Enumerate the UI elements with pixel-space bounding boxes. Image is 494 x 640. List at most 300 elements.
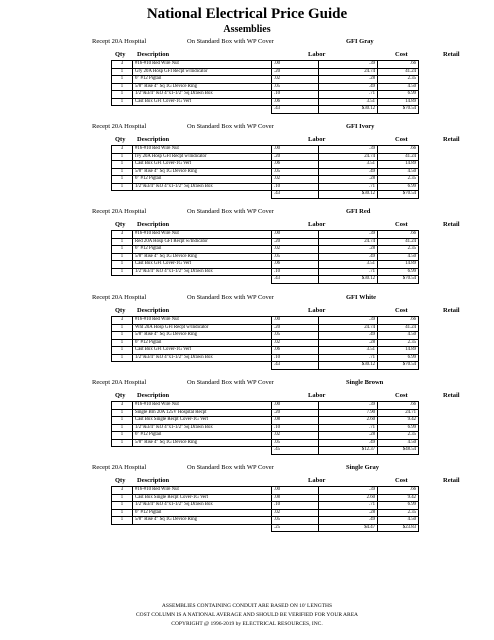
section-header	[0, 462, 494, 474]
retail-cell: .66	[378, 487, 419, 495]
labor-total: .43	[272, 362, 319, 370]
cost-cell: 3.51	[319, 98, 378, 106]
column-header-qty: Qty	[115, 392, 126, 399]
table-row	[112, 347, 419, 355]
labor-cell: .05	[272, 83, 319, 91]
table-row	[112, 402, 419, 410]
description-cell: 1/2"&3/4" KO 4"x1-1/2" Sq Drawn Box	[133, 424, 272, 432]
description-cell: 5/8" Rise 4" Sq 1G Device Ring	[133, 517, 272, 525]
qty-cell: 1	[112, 439, 133, 447]
labor-cell: .20	[272, 68, 319, 76]
footer-line-3: COPYRIGHT @ 1996-2019 by ELECTRICAL RESOURCES, INC.	[171, 621, 323, 627]
retail-cell: 6.99	[378, 268, 419, 276]
cost-cell: .49	[319, 332, 378, 340]
retail-cell: 14.89	[378, 161, 419, 169]
table-row	[112, 261, 419, 269]
column-header-cost: Cost	[395, 392, 408, 399]
cost-total: $12.37	[319, 447, 378, 455]
labor-cell: .10	[272, 502, 319, 510]
table-row	[112, 183, 419, 191]
totals-row	[112, 524, 419, 532]
qty-cell: 1	[112, 183, 133, 191]
table-row	[112, 176, 419, 184]
description-cell: Ivy 20A Hosp GFI Recpt w/Indicator	[133, 153, 272, 161]
column-header-row	[0, 474, 494, 486]
table-row	[112, 76, 419, 84]
labor-cell: .08	[272, 417, 319, 425]
section-header	[0, 292, 494, 304]
table-row	[112, 439, 419, 447]
description-cell: 5/8" Rise 4" Sq 1G Device Ring	[133, 439, 272, 447]
qty-cell: 1	[112, 268, 133, 276]
assembly-table	[111, 60, 419, 114]
blank-cell	[112, 447, 133, 455]
labor-cell: .05	[272, 168, 319, 176]
description-cell: 1/2"&3/4" KO 4"x1-1/2" Sq Drawn Box	[133, 91, 272, 99]
description-cell: 1/2"&3/4" KO 4"x1-1/2" Sq Drawn Box	[133, 502, 272, 510]
retail-cell: 2.35	[378, 339, 419, 347]
description-cell: Cast Box GFI Cover-1G Vert	[133, 98, 272, 106]
labor-cell: .08	[272, 494, 319, 502]
qty-cell: 3	[112, 231, 133, 239]
labor-cell: .02	[272, 76, 319, 84]
cost-cell: .71	[319, 354, 378, 362]
labor-cell: .00	[272, 146, 319, 154]
labor-cell: .00	[272, 61, 319, 69]
description-cell: Red 20A Hosp GFI Recpt w/Indicator	[133, 238, 272, 246]
column-header-description: Description	[137, 307, 170, 314]
retail-cell: .66	[378, 146, 419, 154]
labor-cell: .02	[272, 509, 319, 517]
section-header	[0, 377, 494, 389]
section-variant: Single Brown	[346, 379, 384, 386]
assembly-section	[0, 121, 494, 199]
blank-cell	[112, 362, 133, 370]
labor-cell: .06	[272, 347, 319, 355]
table-row	[112, 153, 419, 161]
description-cell: 6" #12 Pigtail	[133, 432, 272, 440]
retail-cell: 4.50	[378, 83, 419, 91]
qty-cell: 1	[112, 98, 133, 106]
table-row	[112, 324, 419, 332]
totals-row	[112, 447, 419, 455]
column-header-labor: Labor	[308, 51, 326, 58]
retail-cell: 4.50	[378, 168, 419, 176]
blank-cell	[112, 276, 133, 284]
retail-cell: 41.24	[378, 68, 419, 76]
labor-total: .43	[272, 276, 319, 284]
table-row	[112, 91, 419, 99]
cost-total: $30.12	[319, 191, 378, 199]
section-box: On Standard Box with WP Cover	[187, 464, 274, 471]
labor-cell: .05	[272, 332, 319, 340]
labor-cell: .10	[272, 354, 319, 362]
cost-cell: .49	[319, 253, 378, 261]
description-cell: 1/2"&3/4" KO 4"x1-1/2" Sq Drawn Box	[133, 268, 272, 276]
labor-cell: .05	[272, 439, 319, 447]
table-row	[112, 98, 419, 106]
description-cell: #16-#10 Red Wire Nut	[133, 402, 272, 410]
labor-cell: .06	[272, 98, 319, 106]
column-header-retail: Retail	[443, 136, 460, 143]
table-row	[112, 354, 419, 362]
cost-cell: 7.90	[319, 409, 378, 417]
column-header-qty: Qty	[115, 307, 126, 314]
qty-cell: 3	[112, 61, 133, 69]
column-header-retail: Retail	[443, 221, 460, 228]
assembly-table	[111, 401, 419, 455]
labor-total: .25	[272, 524, 319, 532]
cost-cell: .28	[319, 76, 378, 84]
retail-cell: 6.99	[378, 91, 419, 99]
description-cell: 6" #12 Pigtail	[133, 176, 272, 184]
cost-cell: .39	[319, 61, 378, 69]
section-variant: GFI Ivory	[346, 123, 375, 130]
qty-cell: 1	[112, 409, 133, 417]
labor-cell: .10	[272, 91, 319, 99]
column-header-cost: Cost	[395, 136, 408, 143]
qty-cell: 1	[112, 153, 133, 161]
column-header-row	[0, 389, 494, 401]
table-row	[112, 332, 419, 340]
section-header	[0, 36, 494, 48]
assembly-section	[0, 206, 494, 284]
description-cell: 6" #12 Pigtail	[133, 509, 272, 517]
section-variant: GFI White	[346, 294, 377, 301]
table-row	[112, 417, 419, 425]
qty-cell: 1	[112, 238, 133, 246]
table-row	[112, 146, 419, 154]
cost-cell: .28	[319, 176, 378, 184]
cost-cell: 3.51	[319, 261, 378, 269]
table-row	[112, 317, 419, 325]
labor-cell: .20	[272, 324, 319, 332]
column-header-row	[0, 304, 494, 316]
labor-cell: .00	[272, 317, 319, 325]
retail-cell: 24.71	[378, 409, 419, 417]
qty-cell: 1	[112, 83, 133, 91]
section-box: On Standard Box with WP Cover	[187, 208, 274, 215]
assembly-table	[111, 145, 419, 199]
column-header-row	[0, 218, 494, 230]
qty-cell: 1	[112, 68, 133, 76]
retail-total: $48.54	[378, 447, 419, 455]
labor-cell: .10	[272, 268, 319, 276]
retail-total: $23.83	[378, 524, 419, 532]
table-row	[112, 83, 419, 91]
blank-cell	[133, 447, 272, 455]
blank-cell	[133, 524, 272, 532]
column-header-row	[0, 48, 494, 60]
labor-cell: .00	[272, 487, 319, 495]
labor-cell: .02	[272, 176, 319, 184]
description-cell: 1/2"&3/4" KO 4"x1-1/2" Sq Drawn Box	[133, 354, 272, 362]
blank-cell	[133, 276, 272, 284]
labor-cell: .02	[272, 339, 319, 347]
qty-cell: 1	[112, 517, 133, 525]
cost-total: $30.12	[319, 362, 378, 370]
column-header-qty: Qty	[115, 477, 126, 484]
retail-cell: 6.99	[378, 424, 419, 432]
table-row	[112, 409, 419, 417]
qty-cell: 1	[112, 161, 133, 169]
retail-cell: 9.42	[378, 494, 419, 502]
retail-cell: 14.89	[378, 98, 419, 106]
assembly-table	[111, 230, 419, 284]
description-cell: Single Brn 20A 125V Hospital Recpt	[133, 409, 272, 417]
assembly-table	[111, 486, 419, 532]
column-header-row	[0, 133, 494, 145]
qty-cell: 1	[112, 168, 133, 176]
section-type: Recept 20A Hospital	[92, 38, 147, 45]
qty-cell: 1	[112, 176, 133, 184]
description-cell: #16-#10 Red Wire Nut	[133, 146, 272, 154]
retail-cell: 6.99	[378, 354, 419, 362]
table-row	[112, 432, 419, 440]
retail-cell: 41.24	[378, 324, 419, 332]
cost-cell: .49	[319, 168, 378, 176]
labor-cell: .20	[272, 409, 319, 417]
blank-cell	[112, 106, 133, 114]
retail-total: $70.54	[378, 362, 419, 370]
assembly-section	[0, 462, 494, 532]
table-row	[112, 61, 419, 69]
qty-cell: 1	[112, 324, 133, 332]
column-header-description: Description	[137, 221, 170, 228]
column-header-qty: Qty	[115, 51, 126, 58]
qty-cell: 1	[112, 332, 133, 340]
qty-cell: 1	[112, 91, 133, 99]
labor-cell: .05	[272, 517, 319, 525]
retail-cell: 41.24	[378, 153, 419, 161]
retail-cell: 14.89	[378, 261, 419, 269]
cost-cell: .39	[319, 402, 378, 410]
column-header-description: Description	[137, 136, 170, 143]
assembly-table	[111, 316, 419, 370]
qty-cell: 1	[112, 432, 133, 440]
table-row	[112, 161, 419, 169]
cost-total: $4.47	[319, 524, 378, 532]
labor-cell: .02	[272, 432, 319, 440]
labor-total: .43	[272, 191, 319, 199]
section-box: On Standard Box with WP Cover	[187, 38, 274, 45]
column-header-retail: Retail	[443, 307, 460, 314]
blank-cell	[133, 362, 272, 370]
table-row	[112, 268, 419, 276]
section-variant: GFI Red	[346, 208, 371, 215]
labor-cell: .10	[272, 424, 319, 432]
section-type: Recept 20A Hospital	[92, 464, 147, 471]
retail-cell: 4.50	[378, 517, 419, 525]
column-header-labor: Labor	[308, 477, 326, 484]
table-row	[112, 517, 419, 525]
retail-cell: 4.50	[378, 439, 419, 447]
cost-total: $30.12	[319, 106, 378, 114]
qty-cell: 1	[112, 339, 133, 347]
retail-cell: 6.99	[378, 183, 419, 191]
table-row	[112, 253, 419, 261]
column-header-labor: Labor	[308, 221, 326, 228]
cost-cell: .71	[319, 502, 378, 510]
cost-cell: 3.51	[319, 347, 378, 355]
retail-cell: 2.35	[378, 76, 419, 84]
section-type: Recept 20A Hospital	[92, 208, 147, 215]
description-cell: Cast Box Single Recpt Cover-1G Vert	[133, 494, 272, 502]
cost-cell: .71	[319, 424, 378, 432]
blank-cell	[133, 191, 272, 199]
retail-total: $70.54	[378, 191, 419, 199]
cost-cell: .28	[319, 246, 378, 254]
column-header-retail: Retail	[443, 392, 460, 399]
cost-cell: .71	[319, 183, 378, 191]
labor-cell: .20	[272, 153, 319, 161]
description-cell: 5/8" Rise 4" Sq 1G Device Ring	[133, 332, 272, 340]
retail-total: $70.54	[378, 276, 419, 284]
description-cell: 5/8" Rise 4" Sq 1G Device Ring	[133, 168, 272, 176]
section-type: Recept 20A Hospital	[92, 294, 147, 301]
footer-line-1: ASSEMBLIES CONTAINING CONDUIT ARE BASED ON 10' LENGTHS	[161, 603, 333, 609]
description-cell: 6" #12 Pigtail	[133, 339, 272, 347]
column-header-cost: Cost	[395, 221, 408, 228]
cost-cell: 24.74	[319, 324, 378, 332]
cost-cell: .49	[319, 83, 378, 91]
blank-cell	[133, 106, 272, 114]
description-cell: Cast Box GFI Cover-1G Vert	[133, 261, 272, 269]
section-header	[0, 121, 494, 133]
column-header-retail: Retail	[443, 51, 460, 58]
table-row	[112, 246, 419, 254]
cost-cell: 24.74	[319, 68, 378, 76]
qty-cell: 3	[112, 317, 133, 325]
cost-cell: .71	[319, 268, 378, 276]
labor-cell: .02	[272, 246, 319, 254]
retail-cell: .66	[378, 317, 419, 325]
column-header-qty: Qty	[115, 221, 126, 228]
retail-cell: 9.42	[378, 417, 419, 425]
table-row	[112, 231, 419, 239]
retail-cell: 41.24	[378, 238, 419, 246]
description-cell: #16-#10 Red Wire Nut	[133, 231, 272, 239]
section-header	[0, 206, 494, 218]
cost-cell: .28	[319, 509, 378, 517]
totals-row	[112, 191, 419, 199]
description-cell: Wht 20A Hosp GFI Recpt w/Indicator	[133, 324, 272, 332]
labor-cell: .10	[272, 183, 319, 191]
table-row	[112, 68, 419, 76]
table-row	[112, 339, 419, 347]
page-subtitle: Assemblies	[223, 24, 271, 35]
column-header-qty: Qty	[115, 136, 126, 143]
qty-cell: 3	[112, 146, 133, 154]
totals-row	[112, 362, 419, 370]
qty-cell: 1	[112, 253, 133, 261]
description-cell: 6" #12 Pigtail	[133, 246, 272, 254]
description-cell: 1/2"&3/4" KO 4"x1-1/2" Sq Drawn Box	[133, 183, 272, 191]
description-cell: Cast Box GFI Cover-1G Vert	[133, 161, 272, 169]
section-variant: GFI Gray	[346, 38, 374, 45]
retail-cell: 14.89	[378, 347, 419, 355]
table-row	[112, 424, 419, 432]
footer-line-2: COST COLUMN IS A NATIONAL AVERAGE AND SHOULD BE VERIFIED FOR YOUR AREA	[135, 612, 359, 618]
description-cell: #16-#10 Red Wire Nut	[133, 317, 272, 325]
qty-cell: 3	[112, 402, 133, 410]
labor-total: .45	[272, 447, 319, 455]
column-header-cost: Cost	[395, 477, 408, 484]
section-box: On Standard Box with WP Cover	[187, 379, 274, 386]
assembly-section	[0, 36, 494, 114]
labor-cell: .06	[272, 161, 319, 169]
description-cell: #16-#10 Red Wire Nut	[133, 487, 272, 495]
labor-cell: .05	[272, 253, 319, 261]
cost-cell: .39	[319, 317, 378, 325]
labor-cell: .06	[272, 261, 319, 269]
qty-cell: 1	[112, 502, 133, 510]
description-cell: Cast Box Single Recpt Cover-1G Vert	[133, 417, 272, 425]
column-header-description: Description	[137, 392, 170, 399]
qty-cell: 1	[112, 354, 133, 362]
table-row	[112, 494, 419, 502]
column-header-description: Description	[137, 477, 170, 484]
labor-cell: .00	[272, 402, 319, 410]
blank-cell	[112, 524, 133, 532]
column-header-cost: Cost	[395, 307, 408, 314]
column-header-cost: Cost	[395, 51, 408, 58]
totals-row	[112, 106, 419, 114]
table-row	[112, 168, 419, 176]
section-variant: Single Gray	[346, 464, 380, 471]
assembly-section	[0, 292, 494, 370]
labor-total: .43	[272, 106, 319, 114]
qty-cell: 1	[112, 494, 133, 502]
retail-cell: 2.35	[378, 176, 419, 184]
labor-cell: .00	[272, 231, 319, 239]
totals-row	[112, 276, 419, 284]
description-cell: Gry 20A Hosp GFI Recpt w/Indicator	[133, 68, 272, 76]
cost-cell: 2.60	[319, 494, 378, 502]
retail-cell: 2.35	[378, 509, 419, 517]
retail-cell: 6.99	[378, 502, 419, 510]
retail-cell: .66	[378, 61, 419, 69]
qty-cell: 1	[112, 347, 133, 355]
cost-cell: .49	[319, 439, 378, 447]
description-cell: #16-#10 Red Wire Nut	[133, 61, 272, 69]
assembly-section	[0, 377, 494, 455]
cost-cell: .39	[319, 487, 378, 495]
qty-cell: 1	[112, 246, 133, 254]
column-header-labor: Labor	[308, 136, 326, 143]
labor-cell: .20	[272, 238, 319, 246]
retail-total: $70.54	[378, 106, 419, 114]
table-row	[112, 502, 419, 510]
cost-cell: 24.74	[319, 153, 378, 161]
section-box: On Standard Box with WP Cover	[187, 294, 274, 301]
retail-cell: 2.35	[378, 246, 419, 254]
qty-cell: 1	[112, 261, 133, 269]
retail-cell: .66	[378, 231, 419, 239]
cost-cell: .39	[319, 231, 378, 239]
table-row	[112, 509, 419, 517]
qty-cell: 1	[112, 424, 133, 432]
qty-cell: 1	[112, 76, 133, 84]
column-header-labor: Labor	[308, 307, 326, 314]
qty-cell: 1	[112, 417, 133, 425]
section-type: Recept 20A Hospital	[92, 123, 147, 130]
description-cell: 5/8" Rise 4" Sq 1G Device Ring	[133, 83, 272, 91]
column-header-retail: Retail	[443, 477, 460, 484]
retail-cell: .66	[378, 402, 419, 410]
retail-cell: 2.35	[378, 432, 419, 440]
table-row	[112, 487, 419, 495]
